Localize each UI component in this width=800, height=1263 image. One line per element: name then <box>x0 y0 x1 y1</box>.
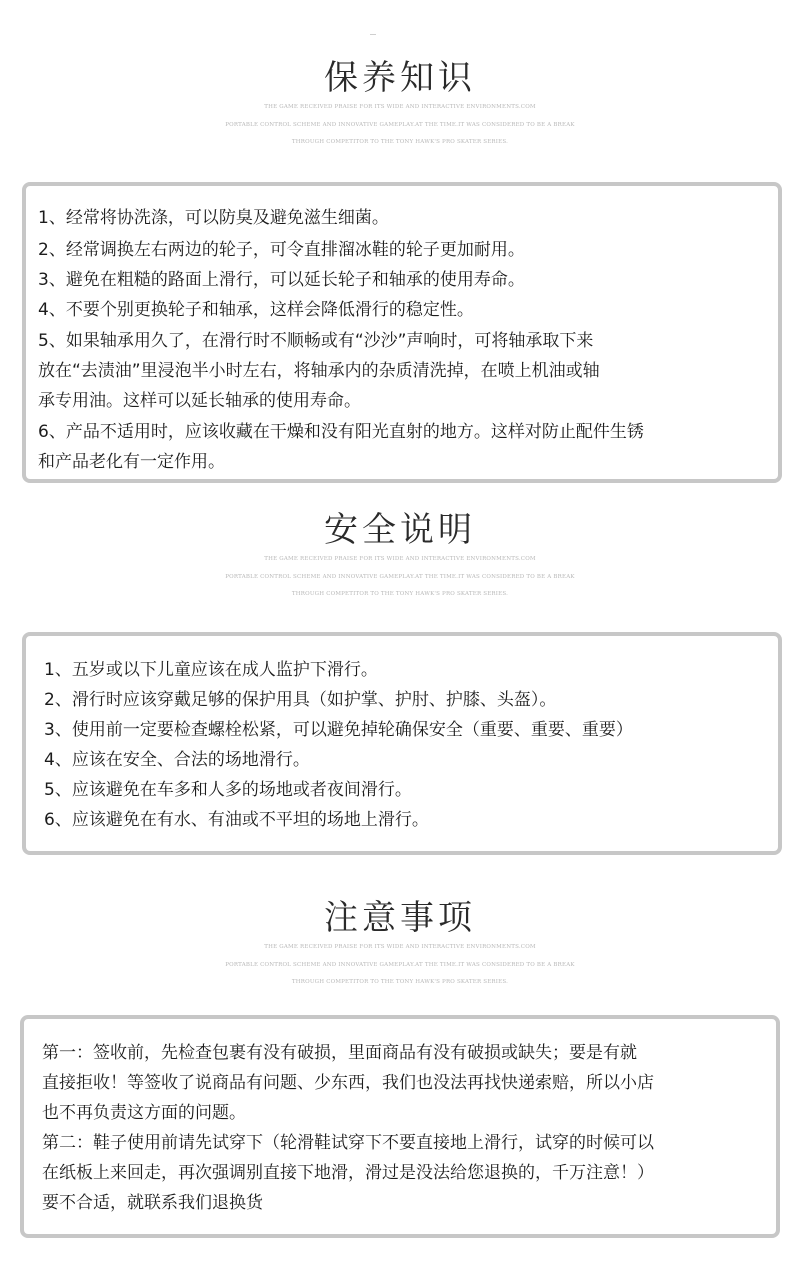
section-title-notes: 注意事项 <box>324 898 476 938</box>
maintenance-line: 承专用油。这样可以延长轴承的使用寿命。 <box>38 391 361 411</box>
notes-line: 要不合适，就联系我们退换货 <box>42 1193 263 1213</box>
subtitle-line: THROUGH COMPETITOR TO THE TONY HAWK'S PRO SKATER SERIES. <box>291 979 509 985</box>
notes-line: 在纸板上来回走，再次强调别直接下地滑，滑过是没法给您退换的，千万注意！） <box>42 1163 654 1183</box>
subtitle-line: THE GAME RECEIVED PRAISE FOR ITS WIDE AND INTERACTIVE ENVIRONMENTS.COM <box>264 104 536 110</box>
subtitle-line: PORTABLE CONTROL SCHEME AND INNOVATIVE GAMEPLAY.AT THE TIME.IT WAS CONSIDERED TO BE A BREAK <box>225 574 575 580</box>
subtitle-line: PORTABLE CONTROL SCHEME AND INNOVATIVE GAMEPLAY.AT THE TIME.IT WAS CONSIDERED TO BE A BREAK <box>225 122 575 128</box>
maintenance-line: 6、产品不适用时，应该收藏在干燥和没有阳光直射的地方。这样对防止配件生锈 <box>38 422 644 442</box>
section-title-maintenance: 保养知识 <box>324 58 476 98</box>
maintenance-line: 放在“去渍油”里浸泡半小时左右，将轴承内的杂质清洗掉，在喷上机油或轴 <box>38 361 600 381</box>
maintenance-line: 3、避免在粗糙的路面上滑行，可以延长轮子和轴承的使用寿命。 <box>38 270 525 290</box>
subtitle-line: THROUGH COMPETITOR TO THE TONY HAWK'S PRO SKATER SERIES. <box>291 591 509 597</box>
notes-box <box>20 1015 780 1238</box>
notes-line: 直接拒收！等签收了说商品有问题、少东西，我们也没法再找快递索赔，所以小店 <box>42 1073 654 1093</box>
subtitle-line: THROUGH COMPETITOR TO THE TONY HAWK'S PRO SKATER SERIES. <box>291 139 509 145</box>
section-title-safety: 安全说明 <box>324 510 476 550</box>
safety-line: 3、使用前一定要检查螺栓松紧，可以避免掉轮确保安全（重要、重要、重要） <box>44 720 633 740</box>
notes-line: 第二：鞋子使用前请先试穿下（轮滑鞋试穿下不要直接地上滑行，试穿的时候可以 <box>42 1133 654 1153</box>
subtitle-line: PORTABLE CONTROL SCHEME AND INNOVATIVE GAMEPLAY.AT THE TIME.IT WAS CONSIDERED TO BE A BREAK <box>225 962 575 968</box>
safety-line: 5、应该避免在车多和人多的场地或者夜间滑行。 <box>44 780 412 800</box>
notes-line: 也不再负责这方面的问题。 <box>42 1103 246 1123</box>
maintenance-line: 2、经常调换左右两边的轮子，可令直排溜冰鞋的轮子更加耐用。 <box>38 240 525 260</box>
top-dot <box>370 34 376 35</box>
maintenance-line: 4、不要个别更换轮子和轴承，这样会降低滑行的稳定性。 <box>38 300 474 320</box>
maintenance-line: 和产品老化有一定作用。 <box>38 452 225 472</box>
safety-line: 6、应该避免在有水、有油或不平坦的场地上滑行。 <box>44 810 429 830</box>
notes-line: 第一：签收前，先检查包裹有没有破损，里面商品有没有破损或缺失；要是有就 <box>42 1043 637 1063</box>
maintenance-box <box>22 182 782 483</box>
subtitle-line: THE GAME RECEIVED PRAISE FOR ITS WIDE AND INTERACTIVE ENVIRONMENTS.COM <box>264 556 536 562</box>
safety-line: 2、滑行时应该穿戴足够的保护用具（如护掌、护肘、护膝、头盔）。 <box>44 690 557 710</box>
safety-line: 1、五岁或以下儿童应该在成人监护下滑行。 <box>44 660 378 680</box>
subtitle-line: THE GAME RECEIVED PRAISE FOR ITS WIDE AND INTERACTIVE ENVIRONMENTS.COM <box>264 944 536 950</box>
safety-line: 4、应该在安全、合法的场地滑行。 <box>44 750 310 770</box>
maintenance-line: 1、经常将协洗涤，可以防臭及避免滋生细菌。 <box>38 208 389 228</box>
maintenance-line: 5、如果轴承用久了，在滑行时不顺畅或有“沙沙”声响时，可将轴承取下来 <box>38 331 594 351</box>
safety-box <box>22 632 782 855</box>
